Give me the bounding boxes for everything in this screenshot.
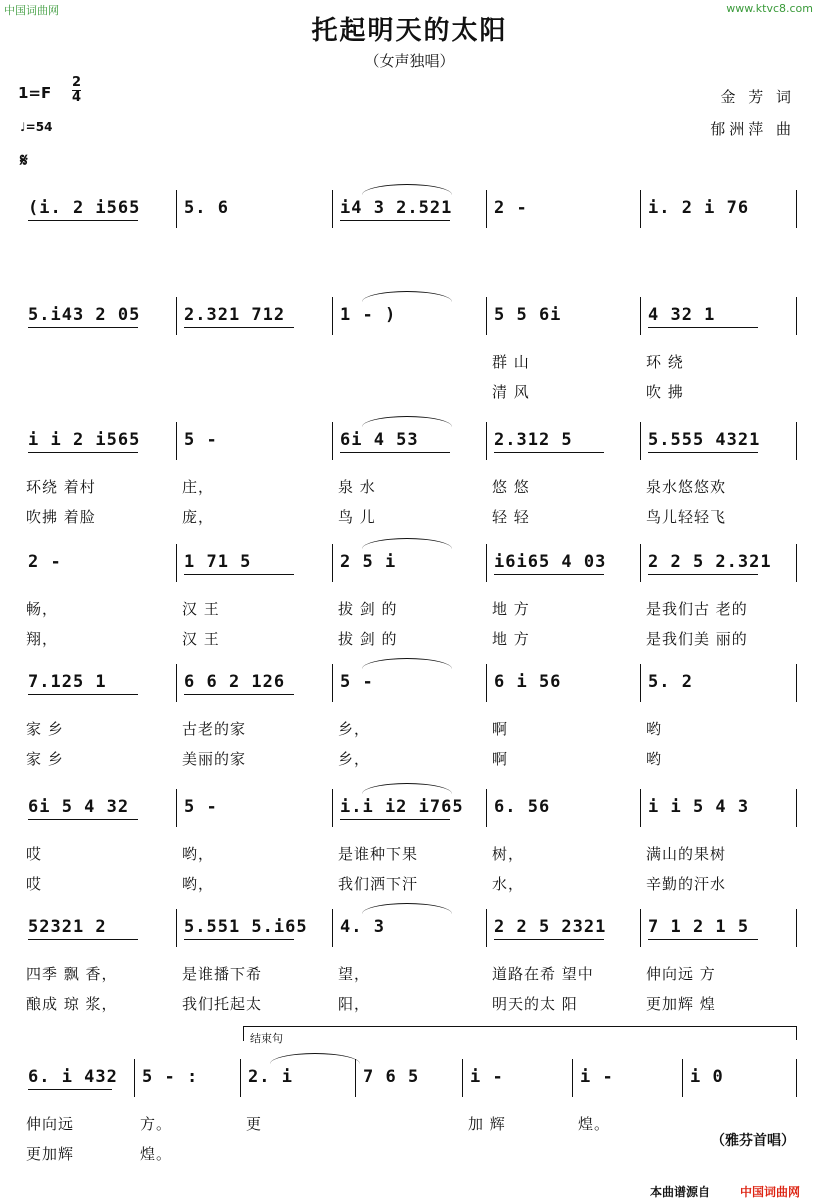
beam-line — [648, 327, 758, 328]
lyric-line: 我们托起太 — [182, 995, 263, 1013]
lyric-line: 道路在希 望中 — [492, 965, 594, 983]
lyric-line: 鸟儿轻轻飞 — [646, 508, 727, 526]
beam-line — [28, 220, 138, 221]
beam-line — [28, 939, 138, 940]
lyric-line: 更加辉 — [26, 1145, 75, 1163]
barline — [486, 422, 487, 460]
page-title: 托起明天的太阳 — [311, 16, 508, 46]
measure-notes: 6 6 2 126 — [184, 672, 286, 692]
watermark-right: www.ktvc8.com — [726, 2, 813, 15]
barline — [640, 422, 641, 460]
lyric-line: 清 风 — [492, 383, 530, 401]
lyric-line: 汉 王 — [182, 630, 220, 648]
lyric-line: 啊 — [492, 750, 509, 768]
barline — [486, 297, 487, 335]
lyric-line: 水， — [492, 875, 525, 893]
lyric-line: 树， — [492, 845, 525, 863]
lyric-line: 哎 — [26, 875, 43, 893]
measure-notes: (i. 2 i565 — [28, 198, 141, 218]
slur-mark — [362, 291, 452, 302]
barline — [332, 190, 333, 228]
lyric-line: 泉 水 — [338, 478, 376, 496]
beam-line — [494, 939, 604, 940]
lyric-line: 地 方 — [492, 630, 530, 648]
slur-mark — [362, 903, 452, 914]
barline — [355, 1059, 356, 1097]
lyric-line: 拔 剑 的 — [338, 630, 398, 648]
slur-mark — [362, 538, 452, 549]
measure-notes: 6. 56 — [494, 797, 551, 817]
footer-site: 中国词曲网 — [740, 1185, 801, 1199]
barline — [796, 909, 797, 947]
lyric-line: 是我们美 丽的 — [646, 630, 748, 648]
lyric-line: 庞， — [182, 508, 215, 526]
beam-line — [28, 819, 138, 820]
lyric-line: 哟， — [182, 845, 215, 863]
lyric-line: 满山的果树 — [646, 845, 727, 863]
watermark-left: 中国词曲网 — [4, 4, 59, 17]
lyricist-credit: 金 芳 词 — [720, 88, 795, 106]
measure-notes: 2.321 712 — [184, 305, 286, 325]
barline — [486, 664, 487, 702]
lyric-line: 加 辉 — [468, 1115, 506, 1133]
barline — [486, 909, 487, 947]
barline — [796, 297, 797, 335]
lyric-line: 酿成 琼 浆， — [26, 995, 118, 1013]
beam-line — [340, 452, 450, 453]
lyric-line: 煌。 — [578, 1115, 611, 1133]
lyric-line: 乡， — [338, 720, 371, 738]
lyric-line: 四季 飘 香， — [26, 965, 118, 983]
measure-notes: i.i i2 i765 — [340, 797, 464, 817]
time-signature — [72, 76, 81, 105]
lyric-line: 群 山 — [492, 353, 530, 371]
barline — [332, 544, 333, 582]
barline — [240, 1059, 241, 1097]
measure-notes: 5.555 4321 — [648, 430, 761, 450]
measure-notes: 6i 4 53 — [340, 430, 419, 450]
measure-notes: 2. i — [248, 1067, 293, 1087]
lyric-line: 吹拂 着脸 — [26, 508, 96, 526]
lyric-line: 哟 — [646, 720, 663, 738]
lyric-line: 啊 — [492, 720, 509, 738]
lyric-line: 美丽的家 — [182, 750, 247, 768]
lyric-line: 望， — [338, 965, 371, 983]
measure-notes: i4 3 2.521 — [340, 198, 453, 218]
lyric-line: 更 — [246, 1115, 263, 1133]
beam-line — [28, 327, 138, 328]
measure-notes: i i 2 i565 — [28, 430, 141, 450]
lyric-line: 悠 悠 — [492, 478, 530, 496]
measure-notes: 2 5 i — [340, 552, 397, 572]
lyric-line: 阳， — [338, 995, 371, 1013]
beam-line — [648, 452, 758, 453]
ending-bracket — [243, 1026, 797, 1041]
measure-notes: 1 - ) — [340, 305, 397, 325]
ending-bracket-end — [796, 1026, 797, 1040]
lyric-line: 煌。 — [140, 1145, 173, 1163]
barline — [640, 297, 641, 335]
slur-mark — [362, 416, 452, 427]
barline — [462, 1059, 463, 1097]
beam-line — [184, 694, 294, 695]
slur-mark — [362, 658, 452, 669]
measure-notes: 6i 5 4 32 — [28, 797, 130, 817]
barline — [796, 190, 797, 228]
lyric-line: 古老的家 — [182, 720, 247, 738]
beam-line — [184, 574, 294, 575]
barline — [796, 664, 797, 702]
lyric-line: 地 方 — [492, 600, 530, 618]
barline — [796, 1059, 797, 1097]
barline — [640, 190, 641, 228]
key-signature: 1=F — [18, 84, 52, 102]
measure-notes: 52321 2 — [28, 917, 107, 937]
barline — [332, 909, 333, 947]
barline — [640, 909, 641, 947]
measure-notes: 4. 3 — [340, 917, 385, 937]
slur-mark — [362, 184, 452, 195]
barline — [682, 1059, 683, 1097]
barline — [640, 544, 641, 582]
measure-notes: 5. 2 — [648, 672, 693, 692]
lyric-line: 哟 — [646, 750, 663, 768]
beam-line — [184, 939, 294, 940]
barline — [332, 789, 333, 827]
measure-notes: 6. i 432 — [28, 1067, 118, 1087]
barline — [640, 789, 641, 827]
measure-notes: 5 5 6i — [494, 305, 562, 325]
measure-notes: 7 1 2 1 5 — [648, 917, 750, 937]
barline — [486, 789, 487, 827]
beam-line — [648, 939, 758, 940]
barline — [176, 664, 177, 702]
beam-line — [648, 574, 758, 575]
barline — [486, 544, 487, 582]
lyric-line: 家 乡 — [26, 720, 64, 738]
barline — [486, 190, 487, 228]
slur-mark — [362, 783, 452, 794]
measure-notes: 7 6 5 — [363, 1067, 420, 1087]
lyric-line: 庄， — [182, 478, 215, 496]
measure-notes: 5 - — [184, 797, 218, 817]
subtitle: （女声独唱） — [364, 52, 455, 70]
barline — [176, 190, 177, 228]
barline — [176, 297, 177, 335]
time-sig-bottom: 4 — [72, 90, 82, 105]
measure-notes: 5. 6 — [184, 198, 229, 218]
composer-credit: 郁洲萍 曲 — [710, 120, 795, 138]
lyric-line: 是谁种下果 — [338, 845, 419, 863]
barline — [796, 544, 797, 582]
beam-line — [28, 694, 138, 695]
measure-notes: i6i65 4 03 — [494, 552, 607, 572]
footer-source: 本曲谱源自 — [650, 1185, 711, 1199]
lyric-line: 翔， — [26, 630, 59, 648]
beam-line — [340, 220, 450, 221]
lyric-line: 方。 — [140, 1115, 173, 1133]
lyric-line: 环 绕 — [646, 353, 684, 371]
measure-notes: i i 5 4 3 — [648, 797, 750, 817]
lyric-line: 轻 轻 — [492, 508, 530, 526]
lyric-line: 汉 王 — [182, 600, 220, 618]
lyric-line: 拔 剑 的 — [338, 600, 398, 618]
lyric-line: 泉水悠悠欢 — [646, 478, 727, 496]
beam-line — [494, 574, 604, 575]
lyric-line: 更加辉 煌 — [646, 995, 716, 1013]
measure-notes: 4 32 1 — [648, 305, 716, 325]
lyric-line: 哟， — [182, 875, 215, 893]
singer-credit: （雅芬首唱） — [711, 1133, 795, 1149]
ending-label: 结束句 — [250, 1032, 283, 1045]
measure-notes: 5 - — [340, 672, 374, 692]
barline — [640, 664, 641, 702]
lyric-line: 乡， — [338, 750, 371, 768]
lyric-line: 辛勤的汗水 — [646, 875, 727, 893]
measure-notes: 5.i43 2 05 — [28, 305, 141, 325]
measure-notes: i. 2 i 76 — [648, 198, 750, 218]
lyric-line: 吹 拂 — [646, 383, 684, 401]
beam-line — [184, 327, 294, 328]
barline — [332, 297, 333, 335]
barline — [134, 1059, 135, 1097]
lyric-line: 畅， — [26, 600, 59, 618]
measure-notes: 5 - — [184, 430, 218, 450]
measure-notes: 2 - — [494, 198, 528, 218]
lyric-line: 我们洒下汗 — [338, 875, 419, 893]
beam-line — [340, 819, 450, 820]
measure-notes: 2 - — [28, 552, 62, 572]
lyric-line: 鸟 儿 — [338, 508, 376, 526]
lyric-line: 伸向远 方 — [646, 965, 716, 983]
barline — [332, 422, 333, 460]
beam-line — [494, 452, 604, 453]
tempo-marking: ♩=54 — [20, 120, 53, 134]
measure-notes: i - — [580, 1067, 614, 1087]
time-sig-top: 2 — [72, 75, 82, 90]
measure-notes: i - — [470, 1067, 504, 1087]
lyric-line: 明天的太 阳 — [492, 995, 578, 1013]
measure-notes: 2 2 5 2321 — [494, 917, 607, 937]
lyric-line: 是谁播下希 — [182, 965, 263, 983]
lyric-line: 家 乡 — [26, 750, 64, 768]
barline — [176, 909, 177, 947]
segno-sign: 𝄋 — [20, 150, 28, 171]
measure-notes: 7.125 1 — [28, 672, 107, 692]
barline — [176, 422, 177, 460]
lyric-line: 环绕 着村 — [26, 478, 96, 496]
measure-notes: i 0 — [690, 1067, 724, 1087]
beam-line — [28, 1089, 112, 1090]
barline — [796, 789, 797, 827]
measure-notes: 5.551 5.i65 — [184, 917, 308, 937]
barline — [572, 1059, 573, 1097]
measure-notes: 6 i 56 — [494, 672, 562, 692]
measure-notes: 1 71 5 — [184, 552, 252, 572]
measure-notes: 2 2 5 2.321 — [648, 552, 772, 572]
barline — [796, 422, 797, 460]
lyric-line: 是我们古 老的 — [646, 600, 748, 618]
barline — [176, 544, 177, 582]
measure-notes: 5 - : — [142, 1067, 199, 1087]
measure-notes: 2.312 5 — [494, 430, 573, 450]
beam-line — [28, 452, 138, 453]
lyric-line: 伸向远 — [26, 1115, 75, 1133]
slur-mark — [270, 1053, 360, 1064]
barline — [332, 664, 333, 702]
lyric-line: 哎 — [26, 845, 43, 863]
barline — [176, 789, 177, 827]
